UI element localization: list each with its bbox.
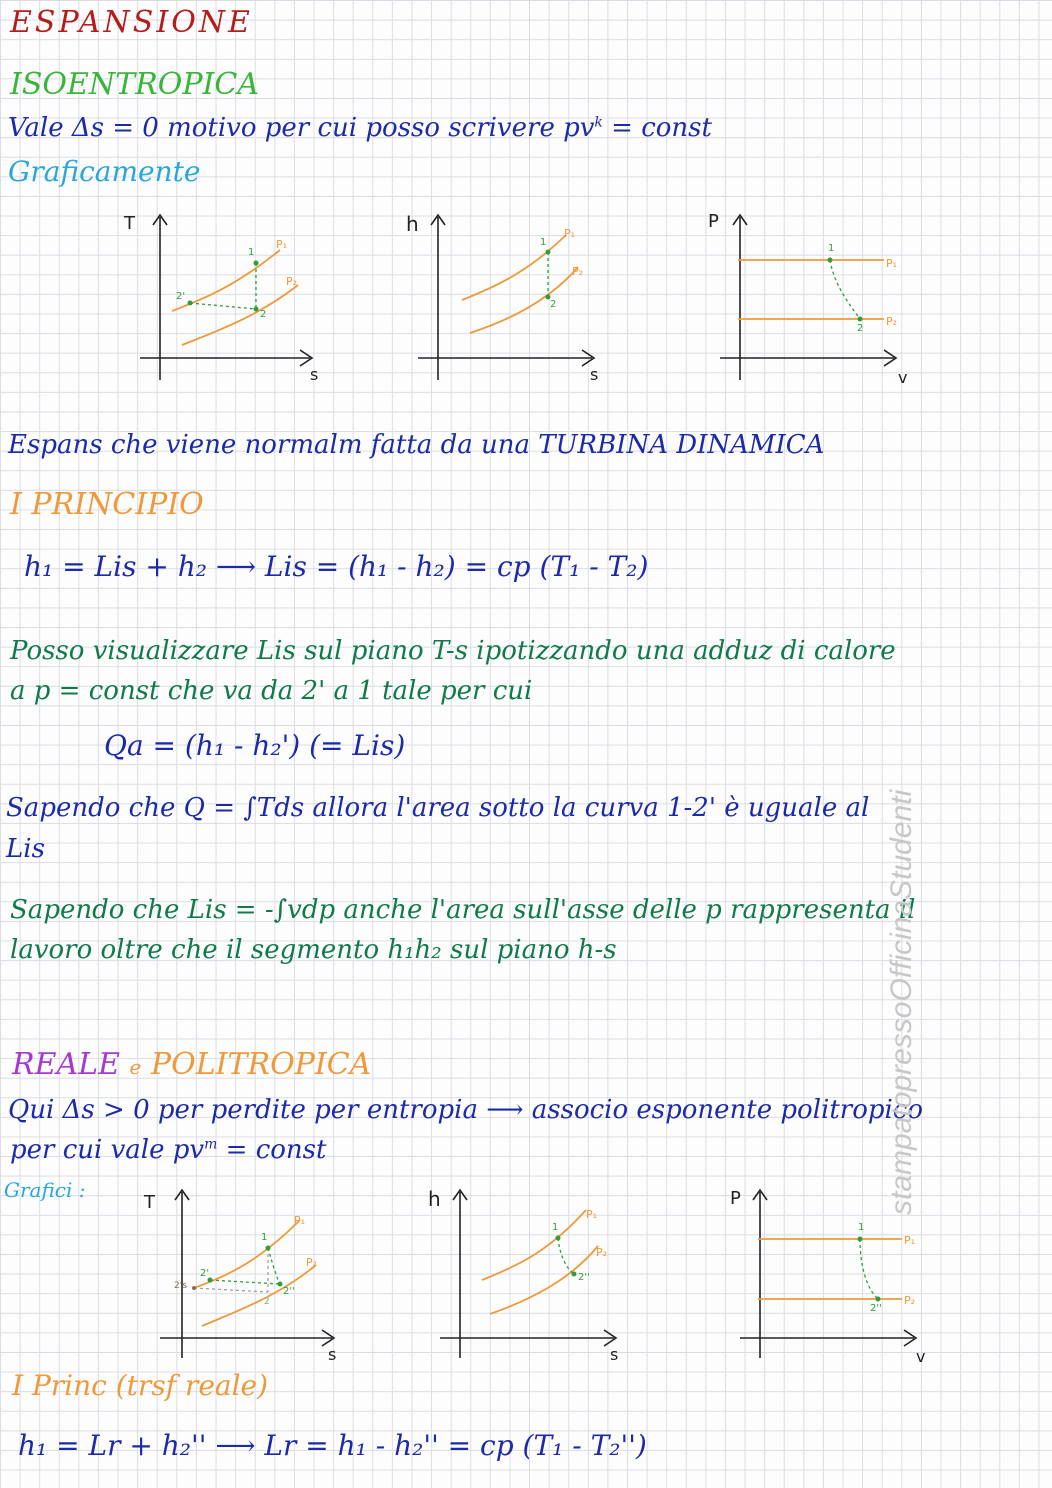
isentropic-equation: h₁ = Lis + h₂ ⟶ Lis = (h₁ - h₂) = cp (T₁ - T₂) xyxy=(24,550,649,583)
y-axis-label: h xyxy=(406,212,419,236)
para3-line1: Sapendo che Lis = -∫vdp anche l'area sull'asse delle p rappresenta il xyxy=(10,895,916,925)
real-first-principle-heading: I Princ (trsf reale) xyxy=(12,1369,269,1402)
point-2-prime-label: 2' xyxy=(176,291,186,302)
isobar-p2-label: P₂ xyxy=(306,1256,318,1269)
point-1 xyxy=(556,1236,561,1241)
real-line1: Qui Δs > 0 per perdite per entropia ⟶ associo esponente politropico xyxy=(8,1095,924,1125)
real-expansion-curve xyxy=(860,1239,878,1299)
point-2-prime-label: 2' xyxy=(200,1268,210,1279)
isobar-p2 xyxy=(202,1265,316,1326)
point-1 xyxy=(546,250,551,255)
real-ts-graph xyxy=(140,1180,350,1365)
x-axis-label: v xyxy=(898,368,908,387)
real-line2 xyxy=(10,1137,326,1163)
point-1-label: 1 xyxy=(261,1232,268,1243)
real-line2-text: per cui vale pv xyxy=(10,1135,205,1165)
isobar-p1 xyxy=(462,235,566,300)
isobar-p1 xyxy=(482,1210,586,1280)
point-1-label: 1 xyxy=(828,243,835,254)
point-1 xyxy=(266,1246,271,1251)
isentropic-isobaric-line xyxy=(194,1288,268,1292)
point-2-prime-s xyxy=(192,1286,196,1290)
expansion-note: Espans che viene normalm fatta da una TURBINA DINAMICA xyxy=(8,430,825,460)
real-heading-e: e xyxy=(129,1055,142,1079)
y-axis-label: T xyxy=(124,213,135,234)
real-heading-a: REALE xyxy=(12,1047,120,1082)
isobar-p2-label: P₂ xyxy=(572,265,584,278)
para1-line1: Posso visualizzare Lis sul piano T-s ipotizzando una adduz di calore xyxy=(10,636,896,666)
real-hs-graph xyxy=(420,1180,630,1365)
isentropic-hs-graph xyxy=(400,205,610,385)
heat-equation: Qa = (h₁ - h₂') (= Lis) xyxy=(104,729,406,762)
isobar-p1-label: P₁ xyxy=(276,238,288,251)
isentropic-graphs-label: Graficamente xyxy=(8,155,201,188)
isobar-p1-label: P₁ xyxy=(586,1208,598,1221)
isentropic-intro-text: Vale Δs = 0 motivo per cui posso scrivere pv xyxy=(8,113,595,143)
real-heading xyxy=(12,1047,372,1082)
point-2-prime-s-label: 2's xyxy=(174,1281,187,1291)
real-isobaric-line xyxy=(210,1280,280,1284)
isobaric-heat-line xyxy=(190,303,256,309)
point-2-double-prime xyxy=(278,1282,283,1287)
x-axis-label: s xyxy=(590,365,599,384)
watermark: stampatopressoOfficinaStudenti xyxy=(885,789,918,1215)
isobar-p2-label: P₂ xyxy=(904,1294,916,1307)
y-axis-label: P xyxy=(708,211,719,232)
point-1 xyxy=(858,1237,863,1242)
isobar-p1-label: P₁ xyxy=(886,257,898,270)
point-2-prime xyxy=(188,301,193,306)
isentropic-ts-graph xyxy=(120,205,330,385)
isobar-p2-label: P₂ xyxy=(886,315,898,328)
point-2-label: 2 xyxy=(260,309,267,320)
point-2-label: 2 xyxy=(857,323,864,334)
polytropic-exponent: m xyxy=(204,1136,218,1153)
isobar-p2 xyxy=(182,285,298,345)
x-axis-label: s xyxy=(328,1345,337,1364)
point-1-label: 1 xyxy=(858,1222,865,1233)
real-heading-b: POLITROPICA xyxy=(150,1047,372,1082)
point-1-label: 1 xyxy=(540,237,547,248)
isobar-p2-label: P₂ xyxy=(596,1246,608,1259)
point-2-double-prime xyxy=(876,1297,881,1302)
para3-line2: lavoro oltre che il segmento h₁h₂ sul piano h-s xyxy=(10,935,617,965)
point-2-label: 2 xyxy=(264,1297,270,1307)
x-axis-label: s xyxy=(310,365,319,384)
y-axis-label: T xyxy=(144,1192,155,1213)
isentropic-intro-end: = const xyxy=(602,113,712,143)
point-1 xyxy=(828,258,833,263)
y-axis-label: P xyxy=(730,1188,741,1209)
isentropic-pv-graph xyxy=(700,205,920,385)
point-1 xyxy=(254,261,259,266)
para1-line2: a p = const che va da 2' a 1 tale per cui xyxy=(10,676,533,706)
real-expansion-curve xyxy=(268,1248,280,1284)
isobar-p1-label: P₁ xyxy=(564,227,576,240)
isentropic-exponent: k xyxy=(594,114,603,131)
point-2-double-prime-label: 2'' xyxy=(283,1286,295,1297)
isobar-p2-label: P₂ xyxy=(286,275,298,288)
point-2-label: 2 xyxy=(550,299,557,310)
para2-line1: Sapendo che Q = ∫Tds allora l'area sotto la curva 1-2' è uguale al xyxy=(6,793,870,823)
point-2-double-prime-label: 2'' xyxy=(870,1303,882,1314)
point-2-double-prime-label: 2'' xyxy=(578,1272,590,1283)
isobar-p1-label: P₁ xyxy=(294,1214,306,1227)
real-expansion-curve xyxy=(558,1238,574,1274)
point-1-label: 1 xyxy=(248,247,255,258)
x-axis-label: v xyxy=(916,1347,926,1366)
para2-line2: Lis xyxy=(6,834,45,864)
point-2-double-prime xyxy=(572,1272,577,1277)
point-2 xyxy=(254,307,259,312)
real-line2-end: = const xyxy=(217,1135,327,1165)
x-axis-label: s xyxy=(610,1345,619,1364)
expansion-curve xyxy=(830,260,860,319)
first-principle-heading: I PRINCIPIO xyxy=(10,487,204,522)
isobar-p2 xyxy=(470,267,578,333)
page-title: ESPANSIONE xyxy=(10,5,253,40)
real-equation: h₁ = Lr + h₂'' ⟶ Lr = h₁ - h₂'' = cp (T₁ - T₂'') xyxy=(18,1429,647,1462)
real-graphs-label: Grafici : xyxy=(4,1178,86,1202)
isobar-p1-label: P₁ xyxy=(904,1234,916,1247)
point-1-label: 1 xyxy=(552,1222,559,1233)
point-2 xyxy=(858,317,863,322)
isentropic-heading: ISOENTROPICA xyxy=(10,67,259,102)
isentropic-intro xyxy=(8,115,712,141)
y-axis-label: h xyxy=(428,1187,441,1211)
